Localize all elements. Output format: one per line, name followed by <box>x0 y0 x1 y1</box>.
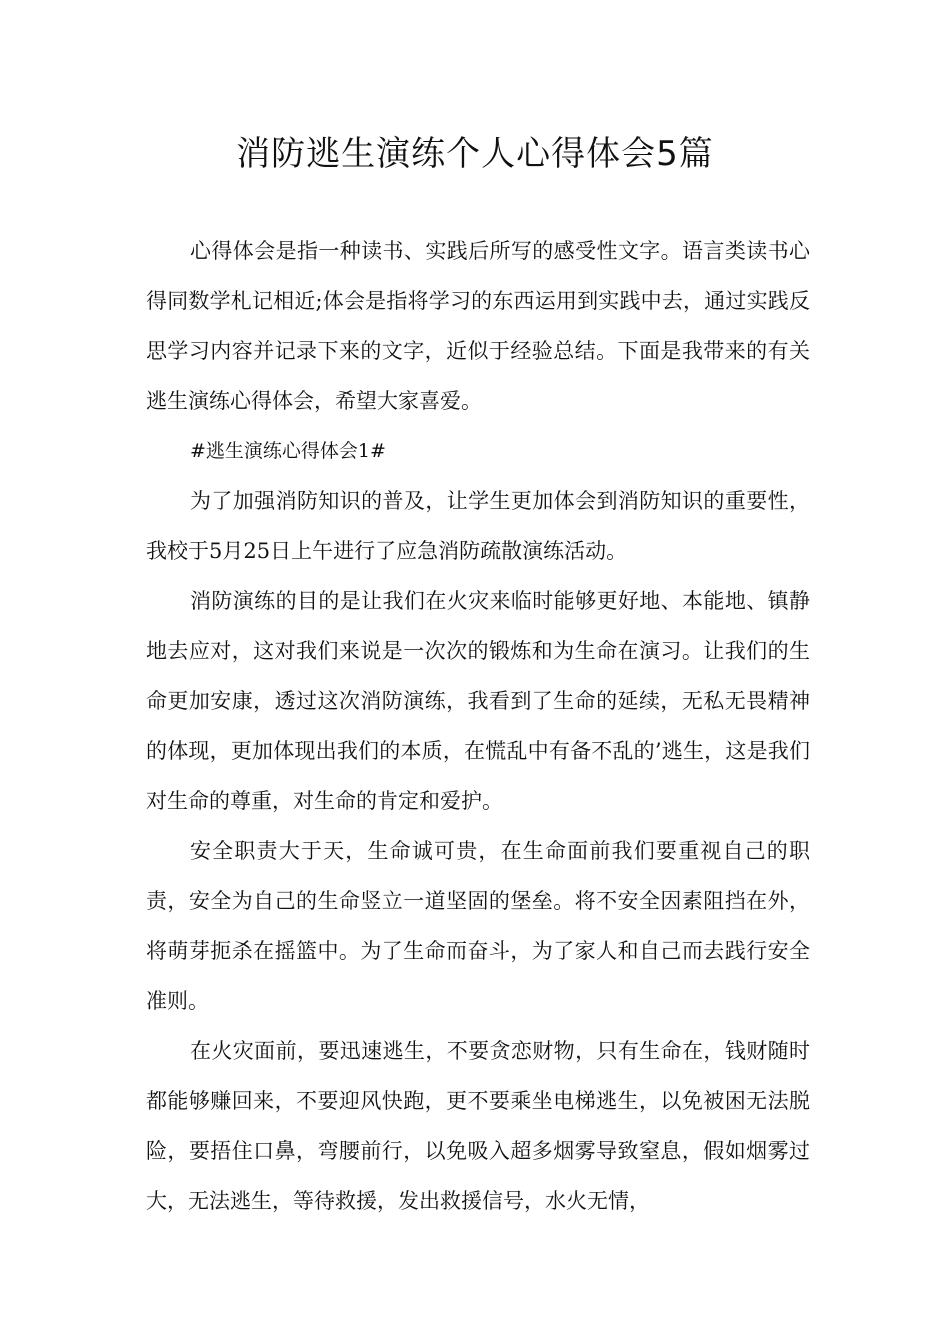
body-paragraph: 消防演练的目的是让我们在火灾来临时能够更好地、本能地、镇静地去应对，这对我们来说是一次次的锻炼和为生命在演习。让我们的生命更加安康，透过这次消防演练，我看到了生命的延续，无私无畏精神的体现，更加体现出我们的本质，在慌乱中有备不乱的’逃生，这是我们对生命的尊重，对生命的肯定和爱护。 <box>146 589 810 813</box>
document-title: 消防逃生演练个人心得体会5篇 <box>236 134 714 174</box>
section-heading: #逃生演练心得体会1# <box>190 440 386 462</box>
body-paragraph: 安全职责大于天，生命诚可贵，在生命面前我们要重视自己的职责，安全为自己的生命竖立一道坚固的堡垒。将不安全因素阻挡在外，将萌芽扼杀在摇篮中。为了生命而奋斗，为了家人和自己而去践行安全准则。 <box>146 839 810 1013</box>
document-body <box>146 226 810 1226</box>
intro-paragraph: 心得体会是指一种读书、实践后所写的感受性文字。语言类读书心得同数学札记相近;体会是指将学习的东西运用到实践中去，通过实践反思学习内容并记录下来的文字，近似于经验总结。下面是我带来的有关逃生演练心得体会，希望大家喜爱。 <box>146 239 810 413</box>
body-paragraph: 在火灾面前，要迅速逃生，不要贪恋财物，只有生命在，钱财随时都能够赚回来，不要迎风快跑，更不要乘坐电梯逃生，以免被困无法脱险，要捂住口鼻，弯腰前行，以免吸入超多烟雾导致窒息，假如烟雾过大，无法逃生，等待救援，发出救援信号，水火无情， <box>146 1039 810 1213</box>
body-paragraph: 为了加强消防知识的普及，让学生更加体会到消防知识的重要性，我校于5月25日上午进行了应急消防疏散演练活动。 <box>146 489 810 563</box>
